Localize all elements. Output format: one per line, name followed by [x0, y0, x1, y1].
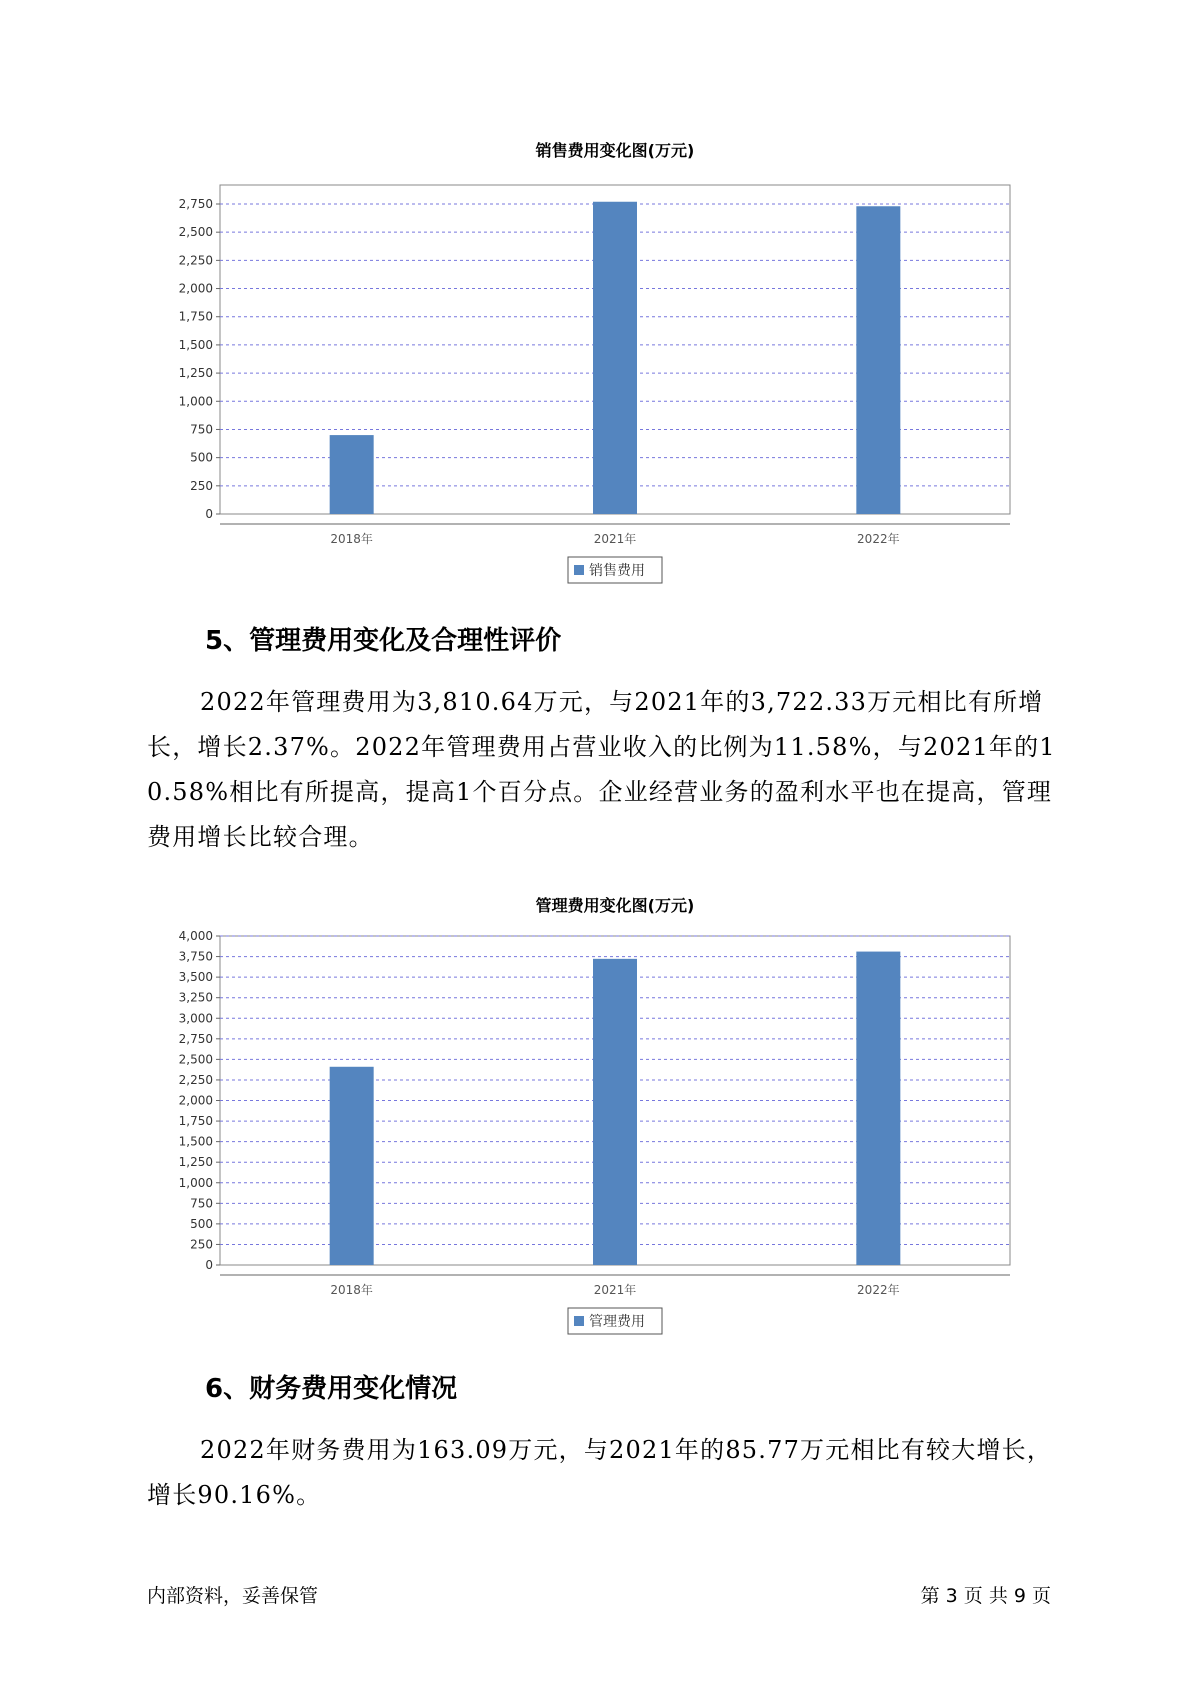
x-tick-label: 2018年	[330, 1283, 373, 1297]
x-tick-label: 2018年	[330, 532, 373, 546]
footer-page-number: 第 3 页 共 9 页	[920, 1585, 1051, 1607]
bar	[856, 952, 900, 1265]
y-tick-label: 3,750	[178, 949, 213, 964]
y-tick-label: 250	[190, 478, 213, 493]
y-tick-label: 2,500	[178, 225, 213, 240]
section-6-heading: 6、财务费用变化情况	[205, 1374, 458, 1404]
legend-swatch	[574, 1316, 584, 1326]
bar	[593, 959, 637, 1265]
x-tick-label: 2022年	[857, 1283, 900, 1297]
y-tick-label: 1,250	[178, 366, 213, 381]
footer-confidential-note: 内部资料，妥善保管	[147, 1585, 319, 1607]
admin-expense-chart	[0, 880, 1191, 1350]
y-tick-label: 1,500	[178, 1134, 213, 1149]
y-tick-label: 2,250	[178, 253, 213, 268]
y-tick-label: 3,500	[178, 970, 213, 985]
section-5-paragraph: 2022年管理费用为3,810.64万元，与2021年的3,722.33万元相比有所增长，增长2.37%。2022年管理费用占营业收入的比例为11.58%，与2021年的10.58%相比有所提高，提高1个百分点。企业经营业务的盈利水平也在提高，管理费用增长比较合理。	[147, 688, 1056, 851]
sales-expense-chart	[0, 130, 1191, 600]
y-tick-label: 500	[190, 450, 213, 465]
y-tick-label: 4,000	[178, 929, 213, 943]
x-tick-label: 2022年	[857, 532, 900, 546]
legend-swatch	[574, 565, 584, 575]
y-tick-label: 1,250	[178, 1155, 213, 1170]
y-tick-label: 2,250	[178, 1072, 213, 1087]
bar	[330, 1067, 374, 1265]
y-tick-label: 2,000	[178, 1093, 213, 1108]
x-tick-label: 2021年	[593, 532, 637, 546]
y-tick-label: 1,750	[178, 1114, 213, 1129]
chart-title: 销售费用变化图(万元)	[535, 141, 695, 160]
y-tick-label: 1,750	[178, 309, 213, 324]
y-tick-label: 1,000	[178, 394, 213, 409]
section-5-heading: 5、管理费用变化及合理性评价	[205, 626, 562, 656]
bar	[330, 435, 374, 514]
y-tick-label: 1,000	[178, 1175, 213, 1190]
y-tick-label: 2,750	[178, 197, 213, 211]
x-tick-label: 2021年	[593, 1283, 637, 1297]
chart-title: 管理费用变化图(万元)	[535, 896, 695, 915]
section-6-paragraph: 2022年财务费用为163.09万元，与2021年的85.77万元相比有较大增长，增长90.16%。	[147, 1436, 1053, 1509]
y-tick-label: 3,250	[178, 990, 213, 1005]
y-tick-label: 250	[190, 1237, 213, 1252]
y-tick-label: 500	[190, 1216, 213, 1231]
y-tick-label: 750	[190, 422, 213, 437]
y-tick-label: 2,500	[178, 1052, 213, 1067]
y-tick-label: 3,000	[178, 1011, 213, 1026]
y-tick-label: 1,500	[178, 337, 213, 352]
y-tick-label: 0	[205, 507, 213, 521]
bar	[856, 206, 900, 514]
y-tick-label: 0	[205, 1258, 213, 1272]
y-tick-label: 2,750	[178, 1031, 213, 1046]
legend-label: 销售费用	[589, 563, 645, 579]
legend-label: 管理费用	[589, 1314, 645, 1330]
y-tick-label: 750	[190, 1196, 213, 1211]
y-tick-label: 2,000	[178, 281, 213, 296]
bar	[593, 202, 637, 514]
